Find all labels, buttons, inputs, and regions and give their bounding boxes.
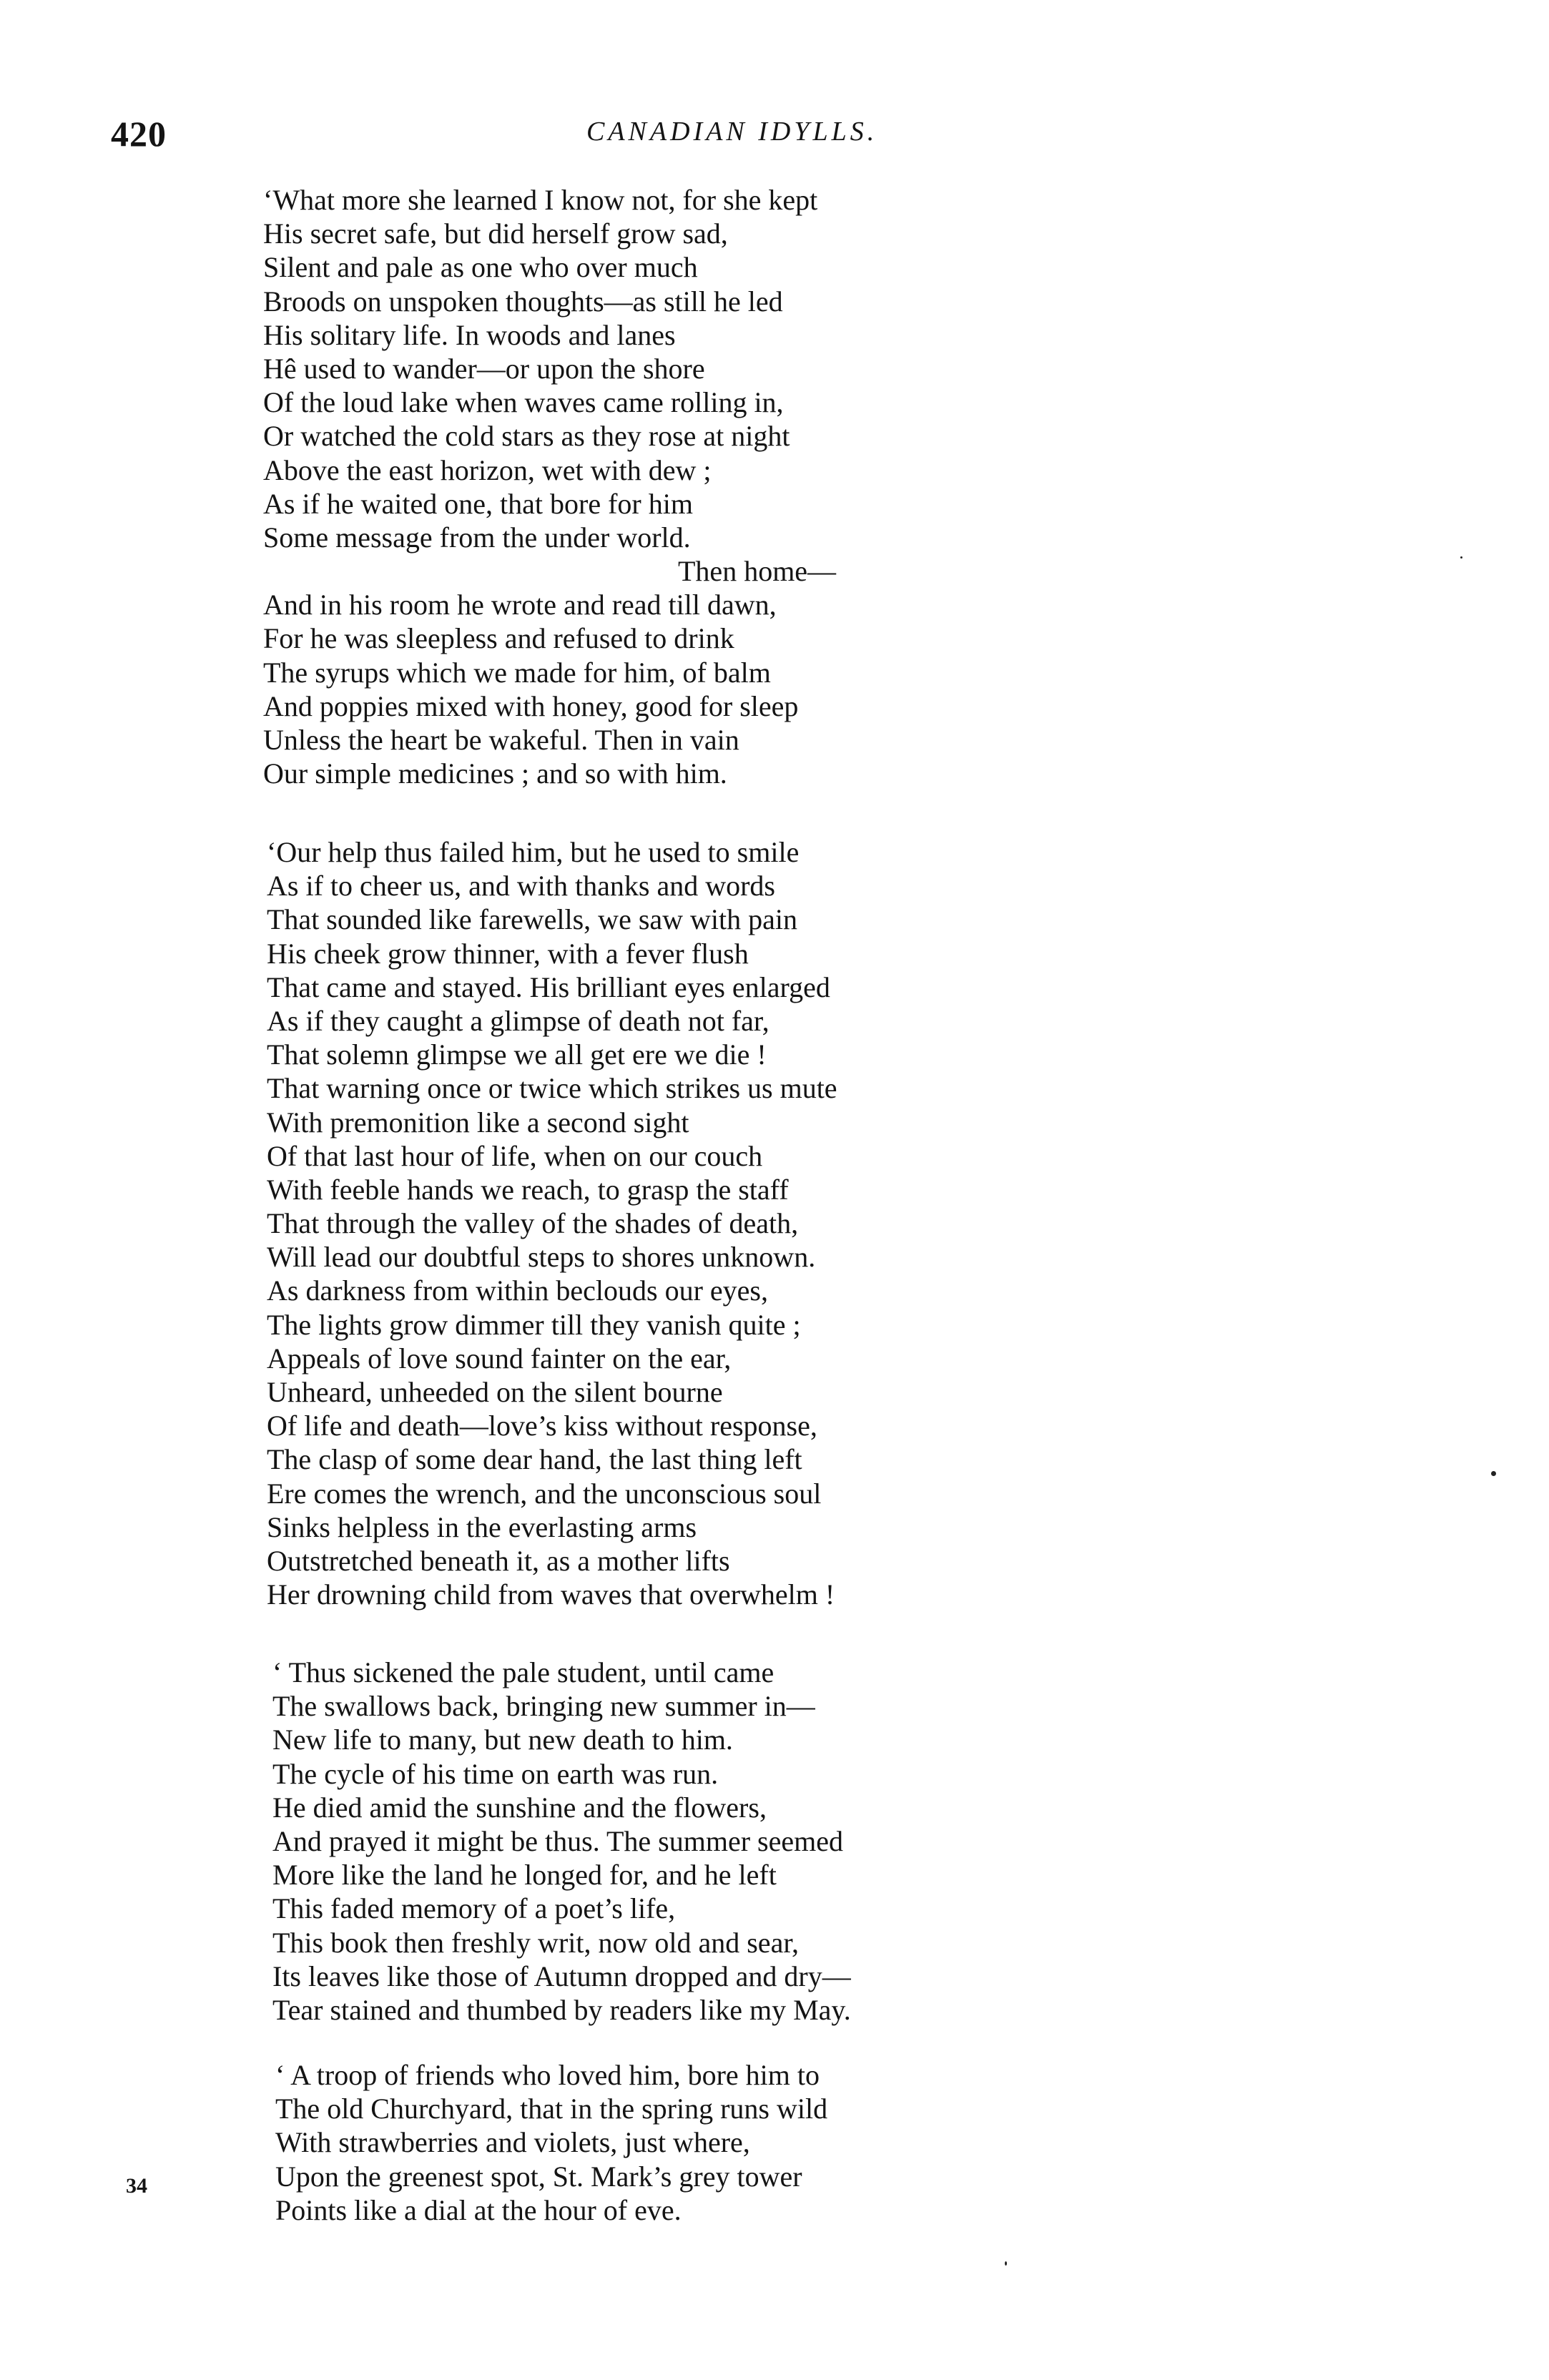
poem-line: Points like a dial at the hour of eve. [275,2193,682,2226]
poem-stanza [275,2058,827,2227]
poem-line: New life to many, but new death to him. [272,1723,733,1756]
poem-line: Then home— [678,555,837,588]
poem-line: Of life and death—love’s kiss without response, [267,1410,817,1442]
ink-speck [1005,2261,1007,2266]
poem-line: ‘ A troop of friends who loved him, bore him to [275,2059,820,2091]
poem-line: Outstretched beneath it, as a mother lifts [267,1544,730,1577]
poem-line: And prayed it might be thus. The summer seemed [272,1824,843,1857]
poem-line: Sinks helpless in the everlasting arms [267,1510,697,1543]
poem-line: The syrups which we made for him, of balm [263,656,771,689]
running-head: CANADIAN IDYLLS. [586,117,878,147]
poem-line: That warning once or twice which strikes us mute [267,1072,837,1105]
poem-line: As if he waited one, that bore for him [263,487,693,520]
poem-line: That through the valley of the shades of death, [267,1207,799,1240]
poem-line: Her drowning child from waves that overwhelm ! [267,1578,835,1611]
poem-line: With strawberries and violets, just where, [275,2126,750,2159]
poem-line: ‘What more she learned I know not, for she kept [263,184,818,216]
poem-line: That solemn glimpse we all get ere we die ! [267,1038,767,1071]
poem-line: Tear stained and thumbed by readers like my May. [272,1993,851,2026]
page-number: 420 [111,114,167,154]
ink-speck [1460,556,1462,559]
poem-line: ‘ Thus sickened the pale student, until came [272,1656,775,1688]
poem-line: As if to cheer us, and with thanks and words [267,870,775,903]
poem-line: For he was sleepless and refused to drink [263,622,734,655]
poem-line: That sounded like farewells, we saw with pain [267,903,798,936]
poem-line: That came and stayed. His brilliant eyes enlarged [267,970,830,1003]
poem-line: Some message from the under world. [263,521,691,554]
poem-line: And poppies mixed with honey, good for sleep [263,689,799,722]
poem-line: Ere comes the wrench, and the unconscious soul [267,1477,822,1510]
poem-line: Or watched the cold stars as they rose at night [263,420,790,453]
poem-stanza [267,835,837,1611]
poem-line: The swallows back, bringing new summer in— [272,1690,815,1723]
poem-line: As darkness from within beclouds our eyes, [267,1274,768,1307]
poem-line: The lights grow dimmer till they vanish quite ; [267,1308,801,1341]
poem-line: Our simple medicines ; and so with him. [263,757,727,790]
poem-line: As if they caught a glimpse of death not far, [267,1004,769,1037]
poem-line: Silent and pale as one who over much [263,251,698,284]
poem-line: The clasp of some dear hand, the last thing left [267,1443,802,1476]
poem-line: This book then freshly writ, now old and sear, [272,1926,800,1959]
poem-line: His solitary life. In woods and lanes [263,318,676,351]
poem-line: The cycle of his time on earth was run. [272,1757,719,1790]
poem-line: Will lead our doubtful steps to shores unknown. [267,1241,816,1274]
ink-speck [1491,1471,1496,1476]
poem-line: And in his room he wrote and read till dawn, [263,589,777,621]
printer-mark: 34 [126,2174,147,2198]
poem-line: Of the loud lake when waves came rolling in, [263,386,784,419]
poem-line: Appeals of love sound fainter on the ear, [267,1342,732,1375]
poem-line: Unless the heart be wakeful. Then in vain [263,724,739,756]
poem-line: Broods on unspoken thoughts—as still he led [263,285,783,318]
poem-line: With premonition like a second sight [267,1106,689,1139]
poem-line: The old Churchyard, that in the spring runs wild [275,2093,828,2125]
poem-stanza [272,1656,851,2027]
poem-line: Of that last hour of life, when on our couch [267,1139,763,1172]
poem-line: Upon the greenest spot, St. Mark’s grey tower [275,2160,802,2193]
poem-stanza [263,183,836,790]
poem-line: Its leaves like those of Autumn dropped and dry— [272,1959,851,1992]
poem-line: More like the land he longed for, and he left [272,1859,777,1892]
poem-line: Unheard, unheeded on the silent bourne [267,1376,723,1408]
poem-line: ‘Our help thus failed him, but he used to smile [267,836,800,868]
poem-line: This faded memory of a poet’s life, [272,1892,676,1925]
poem-line: He died amid the sunshine and the flowers, [272,1791,767,1824]
poem-line: Above the east horizon, wet with dew ; [263,453,712,486]
poem-line: Hê used to wander—or upon the shore [263,352,705,385]
poem-line: His secret safe, but did herself grow sad, [263,217,728,250]
poem-line: His cheek grow thinner, with a fever flush [267,937,749,970]
poem-line: With feeble hands we reach, to grasp the staff [267,1173,789,1206]
